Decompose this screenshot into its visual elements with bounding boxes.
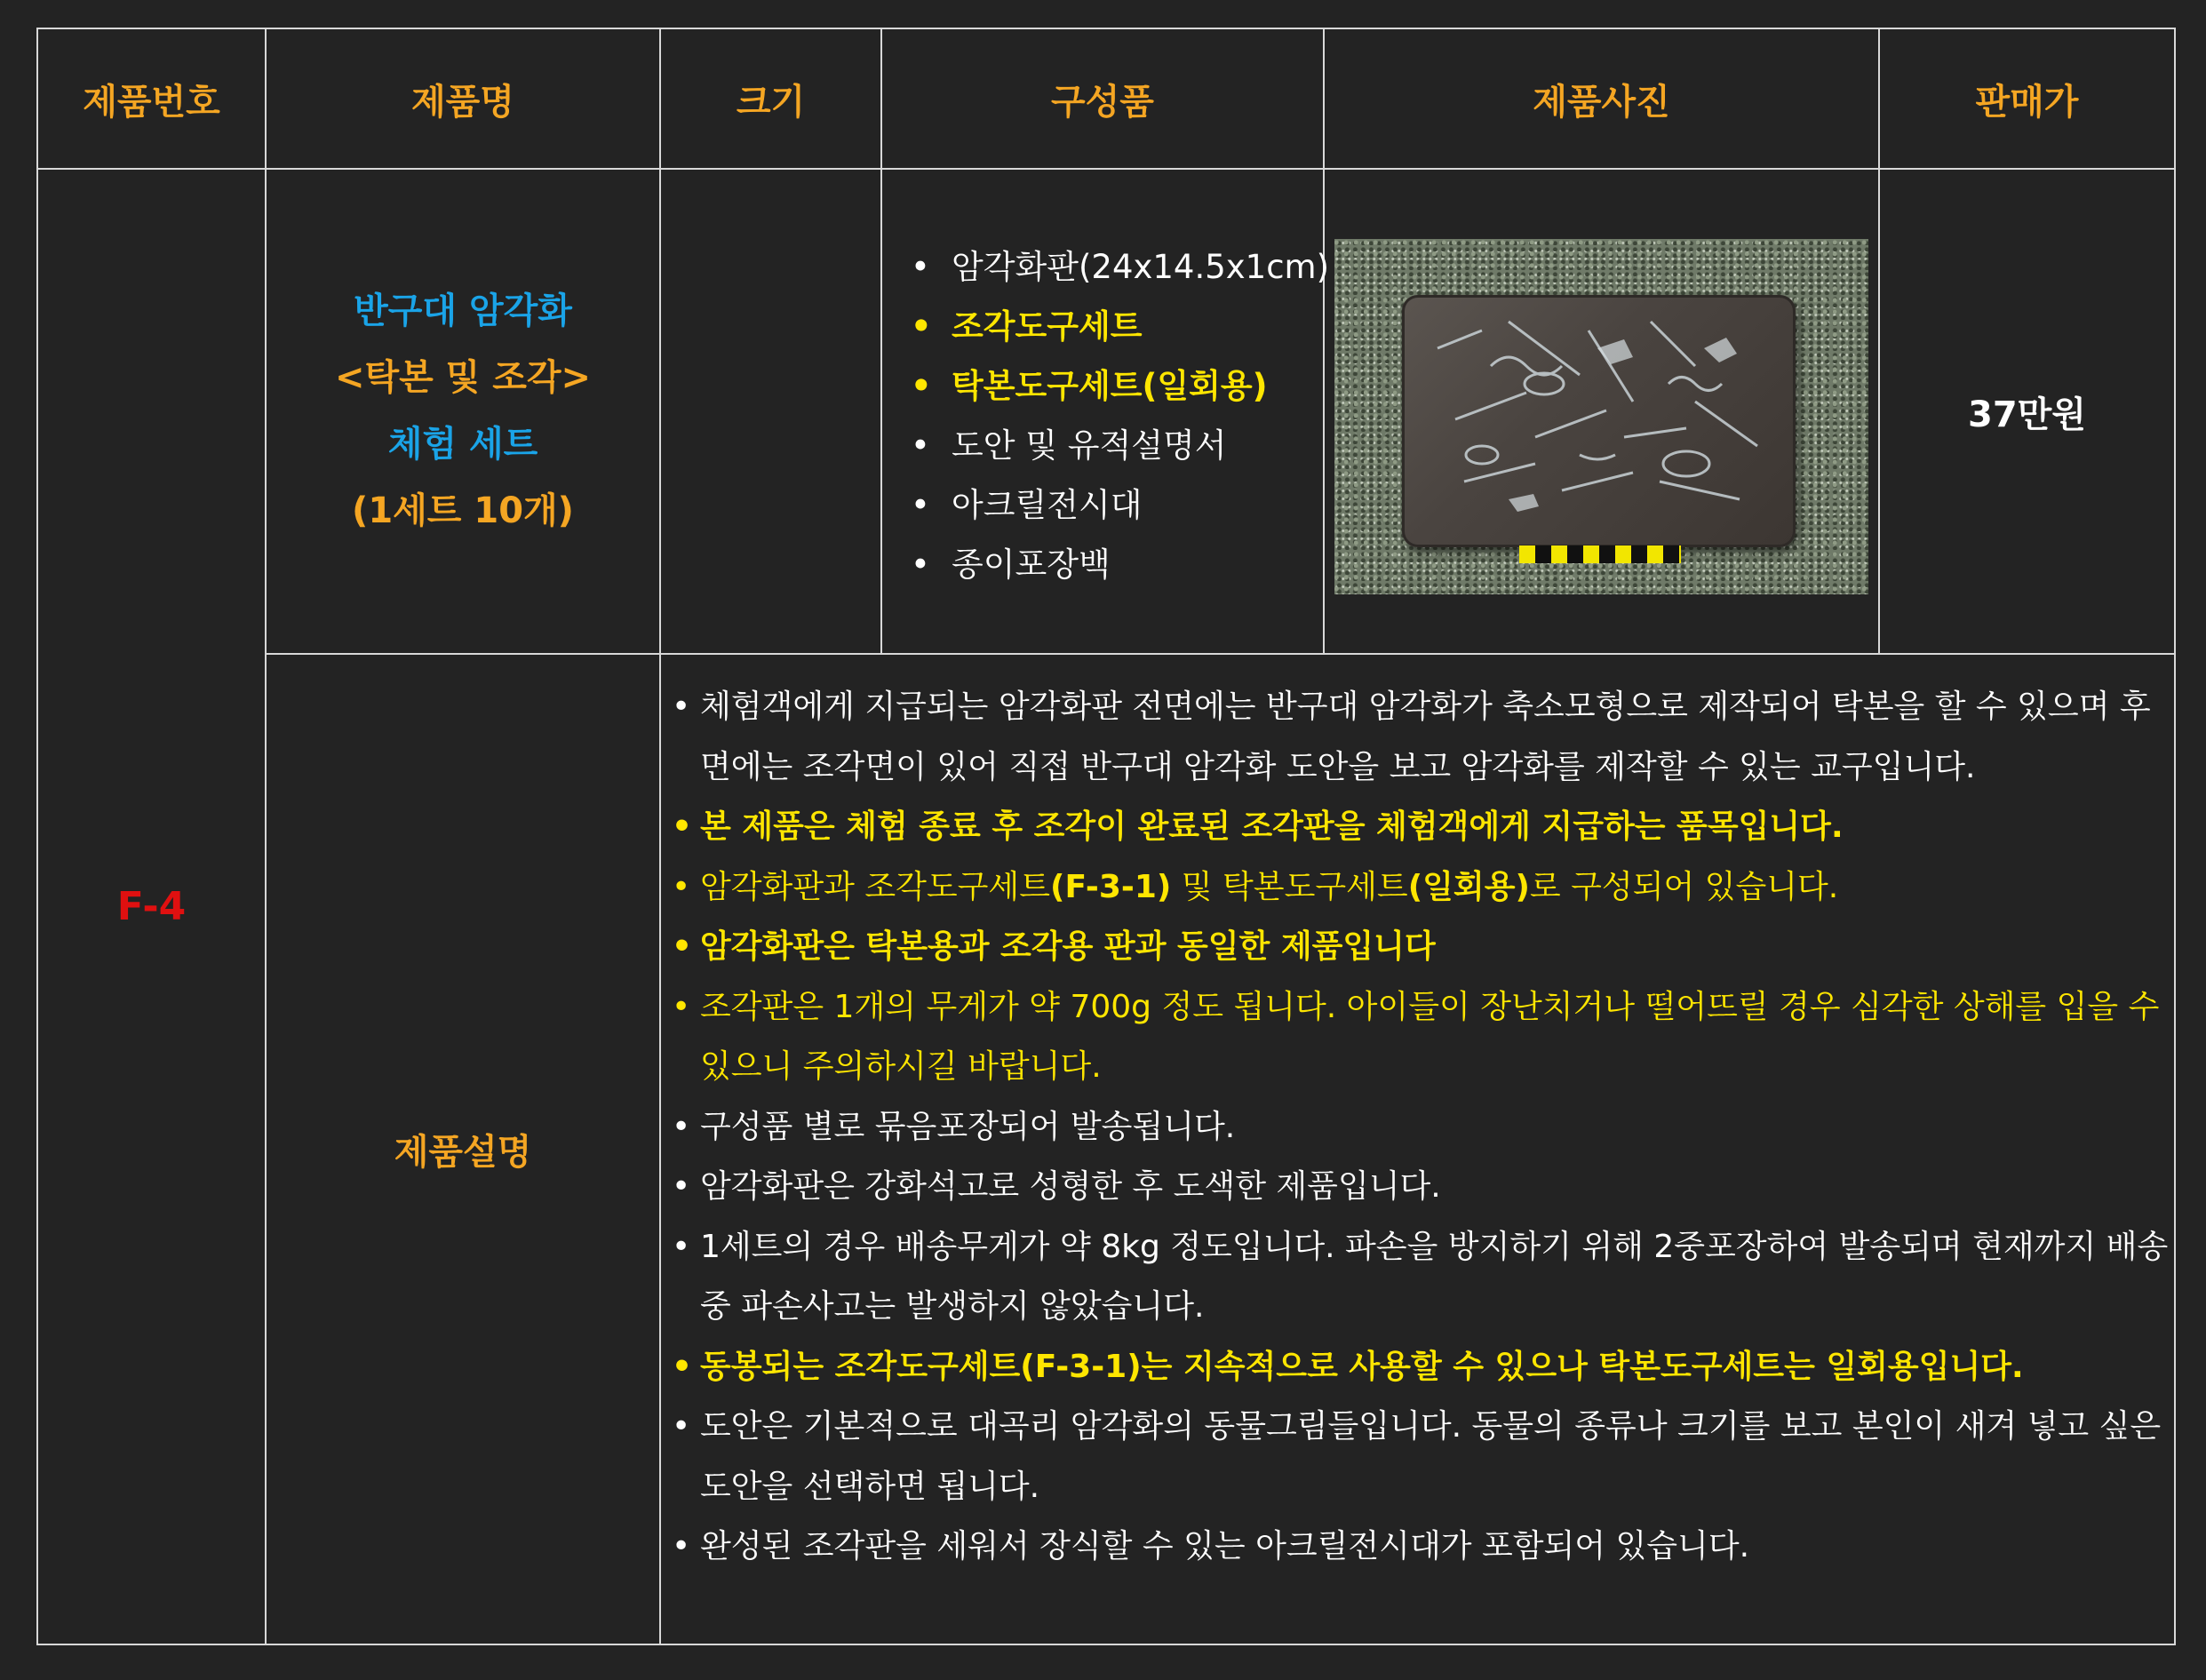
description-text: 암각화판은 탁본용과 조각용 판과 동일한 제품입니다 [700, 928, 1436, 965]
description-fragment: 로 구성되어 있습니다. [1529, 868, 1839, 905]
description-item [672, 857, 2169, 918]
product-size [661, 170, 880, 653]
component-label: 암각화판(24x14.5x1cm) [952, 248, 1330, 286]
description-fragment: 암각화판과 조각도구세트 [700, 868, 1050, 905]
description-list [672, 677, 2169, 1577]
component-item [911, 297, 1329, 356]
bullet: • [911, 307, 932, 346]
description-item [672, 1097, 2169, 1158]
description-text [700, 869, 1838, 905]
bullet: • [911, 545, 930, 584]
product-name-line: (1세트 10개) [352, 490, 574, 531]
header-price: 판매가 [1975, 81, 2079, 123]
product-price: 37만원 [1968, 394, 2086, 435]
components-list [911, 237, 1329, 594]
description-text: 암각화판은 강화석고로 성형한 후 도색한 제품입니다. [700, 1168, 1441, 1205]
bullet: • [672, 988, 691, 1025]
bullet: • [672, 1108, 691, 1145]
description-item [672, 677, 2169, 797]
description-item [672, 1397, 2169, 1517]
grid-line [36, 1644, 2176, 1645]
product-name-line: <탁본 및 조각> [334, 357, 592, 398]
header-components: 구성품 [1051, 81, 1154, 123]
bullet: • [672, 1168, 691, 1205]
component-item [911, 475, 1329, 535]
component-label: 조각도구세트 [952, 307, 1143, 346]
description-text: 조각판은 1개의 무게가 약 700g 정도 됩니다. 아이들이 장난치거나 떨어뜨릴 경우 심각한 상해를 입을 수 있으니 주의하시길 바랍니다. [700, 988, 2160, 1085]
description-item [672, 1517, 2169, 1577]
bullet: • [672, 868, 691, 905]
description-item [672, 917, 2169, 977]
description-text: 도안은 기본적으로 대곡리 암각화의 동물그림들입니다. 동물의 종류나 크기를 보고 본인이 새겨 넣고 싶은 도안을 선택하면 됩니다. [700, 1408, 2162, 1505]
bullet: • [672, 1228, 691, 1265]
description-text: 체험객에게 지급되는 암각화판 전면에는 반구대 암각화가 축소모형으로 제작되어 탁본을 할 수 있으며 후면에는 조각면이 있어 직접 반구대 암각화 도안을 보고 암각화를 제작할 수 있는 교구입니다. [700, 689, 2151, 785]
bullet: • [672, 1528, 691, 1565]
header-code: 제품번호 [83, 81, 220, 123]
description-text: 구성품 별로 묶음포장되어 발송됩니다. [700, 1108, 1236, 1145]
description-item [672, 977, 2169, 1097]
component-label: 탁본도구세트(일회용) [952, 367, 1268, 405]
description-text: 완성된 조각판을 세워서 장식할 수 있는 아크릴전시대가 포함되어 있습니다. [700, 1528, 1750, 1565]
description-text: 본 제품은 체험 종료 후 조각이 완료된 조각판을 체험객에게 지급하는 품목입니다. [700, 808, 1844, 845]
description-fragment: (일회용) [1407, 868, 1530, 905]
bullet: • [911, 486, 930, 524]
product-name-line: 체험 세트 [387, 424, 538, 465]
bullet: • [672, 808, 693, 845]
rock-art-slab-icon [1402, 295, 1796, 547]
component-item [911, 416, 1329, 475]
header-name: 제품명 [411, 81, 514, 123]
description-label: 제품설명 [394, 1132, 532, 1173]
component-item [911, 237, 1329, 297]
product-name [267, 170, 659, 653]
header-photo: 제품사진 [1533, 81, 1670, 123]
description-text: 1세트의 경우 배송무게가 약 8kg 정도입니다. 파손을 방지하기 위해 2중포장하여 발송되며 현재까지 배송 중 파손사고는 발생하지 않았습니다. [700, 1228, 2169, 1325]
component-label: 종이포장백 [952, 545, 1111, 584]
header-size: 크기 [736, 81, 806, 123]
component-item [911, 535, 1329, 594]
component-label: 도안 및 유적설명서 [952, 426, 1227, 465]
description-fragment: (F-3-1) [1049, 868, 1172, 905]
bullet: • [911, 426, 930, 465]
description-item [672, 1217, 2169, 1337]
bullet: • [672, 689, 691, 725]
bullet: • [911, 248, 930, 286]
description-text: 동봉되는 조각도구세트(F-3-1)는 지속적으로 사용할 수 있으나 탁본도구세트는 일회용입니다. [700, 1348, 2024, 1385]
scale-bar-icon [1519, 545, 1681, 563]
bullet: • [672, 1348, 693, 1385]
bullet: • [672, 928, 693, 965]
engraving-marks [1402, 295, 1796, 547]
bullet: • [672, 1408, 691, 1445]
component-item [911, 356, 1329, 416]
grid-line [2174, 28, 2176, 1645]
product-code: F-4 [116, 884, 187, 929]
product-photo [1334, 239, 1868, 594]
product-name-line: 반구대 암각화 [354, 291, 572, 331]
bullet: • [911, 367, 932, 405]
description-item [672, 797, 2169, 857]
component-label: 아크릴전시대 [952, 486, 1143, 524]
description-item [672, 1157, 2169, 1217]
description-fragment: 및 탁본도구세트 [1171, 868, 1408, 905]
description-item [672, 1337, 2169, 1397]
